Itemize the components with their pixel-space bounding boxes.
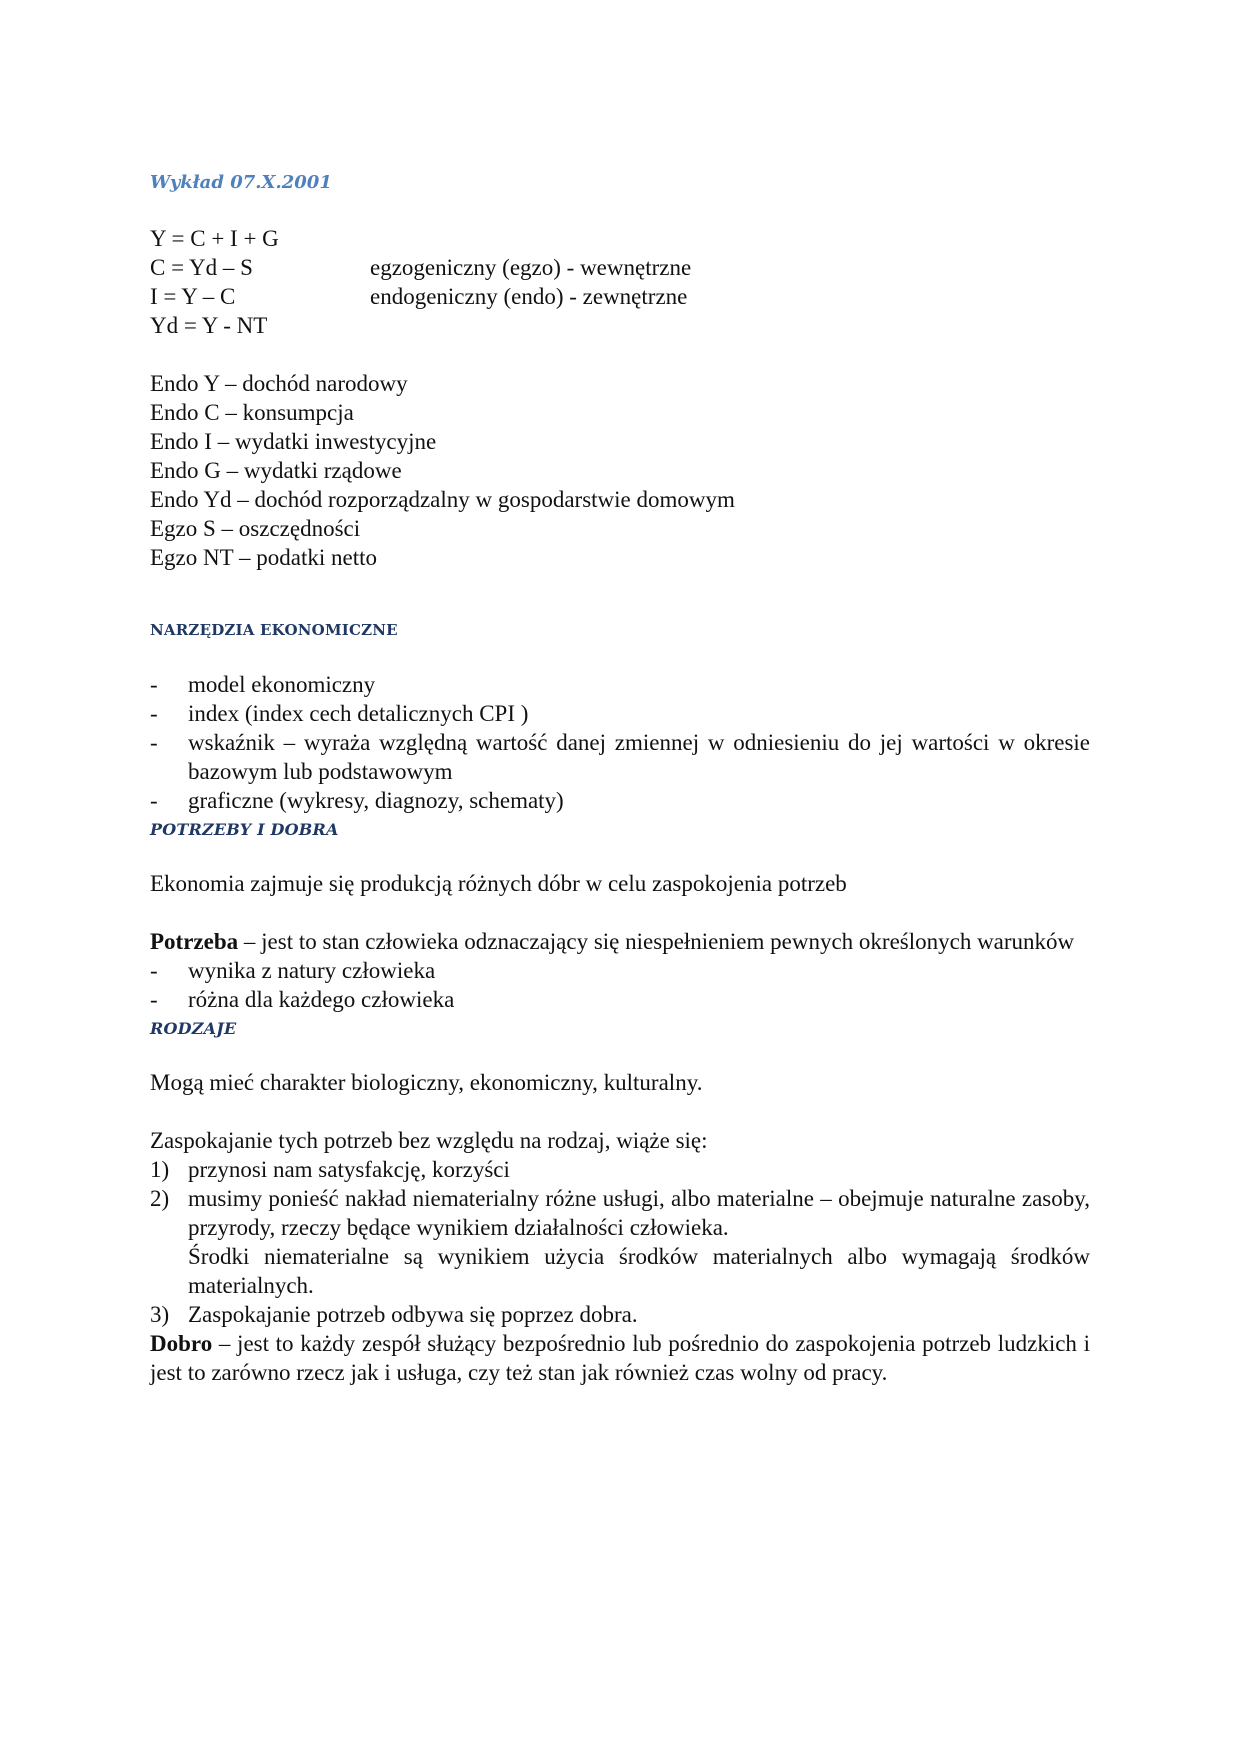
equation: Yd = Y - NT: [150, 313, 268, 338]
list-item: [150, 956, 1090, 985]
list-item: [150, 1155, 1090, 1184]
list-item-text: musimy ponieść nakład niematerialny różne usługi, albo materialne – obejmuje naturalne zasoby, przyrody, rzeczy będące wynikiem działalności człowieka.: [188, 1186, 1090, 1240]
list-item-extra: Środki niematerialne są wynikiem użycia środków materialnych albo wymagają środków materialnych.: [188, 1244, 1090, 1298]
definition-line: Endo C – konsumpcja: [150, 400, 354, 425]
definition-line: Endo I – wydatki inwestycyjne: [150, 429, 437, 454]
list-item-text: index (index cech detalicznych CPI ): [188, 701, 529, 726]
need-traits-list: [150, 956, 1090, 1014]
tools-list: [150, 670, 1090, 815]
list-item-text: wynika z natury człowieka: [188, 958, 436, 983]
list-item-text: graficzne (wykresy, diagnozy, schematy): [188, 788, 564, 813]
need-term: Potrzeba: [150, 929, 239, 954]
list-item: [150, 1184, 1090, 1300]
need-definition: [150, 927, 1090, 956]
lecture-title: Wykład 07.X.2001: [150, 172, 332, 193]
list-item-text: różna dla każdego człowieka: [188, 987, 455, 1012]
list-item-text: przynosi nam satysfakcję, korzyści: [188, 1157, 510, 1182]
definition-line: Endo G – wydatki rządowe: [150, 458, 402, 483]
list-item: [150, 1300, 1090, 1329]
definition-line: Egzo NT – podatki netto: [150, 545, 377, 570]
good-term: Dobro: [150, 1331, 213, 1356]
need-definition-text: – jest to stan człowieka odznaczający się niespełnieniem pewnych określonych warunków: [238, 929, 1075, 954]
section-heading-tools: NARZĘDZIA EKONOMICZNE: [150, 621, 398, 639]
list-item: [150, 699, 1090, 728]
types-text: Mogą mieć charakter biologiczny, ekonomiczny, kulturalny.: [150, 1070, 703, 1095]
list-item: [150, 786, 1090, 815]
document-body: [150, 168, 1090, 1387]
definition-list: [150, 369, 1090, 572]
list-number: 3): [150, 1302, 170, 1327]
list-item-text: Zaspokajanie potrzeb odbywa się poprzez dobra.: [188, 1302, 638, 1327]
types-numbered-list: [150, 1155, 1090, 1329]
list-number: 1): [150, 1157, 170, 1182]
equation-row: [150, 311, 1090, 340]
dash-marker: -: [150, 730, 158, 755]
definition-line: Egzo S – oszczędności: [150, 516, 361, 541]
section-heading-needs: POTRZEBY I DOBRA: [150, 820, 339, 839]
dash-marker: -: [150, 672, 158, 697]
list-item-text: model ekonomiczny: [188, 672, 376, 697]
needs-intro: Ekonomia zajmuje się produkcją różnych dóbr w celu zaspokojenia potrzeb: [150, 871, 847, 896]
equation-row: [150, 253, 1090, 282]
equation-note: endogeniczny (endo) - zewnętrzne: [370, 284, 688, 309]
equation-row: [150, 282, 1090, 311]
list-number: 2): [150, 1186, 170, 1211]
equation: C = Yd – S: [150, 255, 253, 280]
list-item-text: wskaźnik – wyraża względną wartość danej zmiennej w odniesieniu do jej wartości w okresie bazowym lub podstawowym: [188, 730, 1090, 784]
list-item: [150, 670, 1090, 699]
section-heading-types: RODZAJE: [150, 1019, 237, 1038]
list-item: [150, 985, 1090, 1014]
definition-line: Endo Y – dochód narodowy: [150, 371, 408, 396]
equation-note: egzogeniczny (egzo) - wewnętrzne: [370, 255, 692, 280]
list-item-content: [188, 1184, 1090, 1300]
types-lead: Zaspokajanie tych potrzeb bez względu na rodzaj, wiąże się:: [150, 1128, 708, 1153]
good-definition-text: – jest to każdy zespół służący bezpośrednio lub pośrednio do zaspokojenia potrzeb ludzkich i jest to zarówno rzecz jak i usługa, czy też stan jak również czas wolny od pracy.: [150, 1331, 1090, 1385]
dash-marker: -: [150, 788, 158, 813]
good-definition: [150, 1329, 1090, 1387]
equation: I = Y – C: [150, 284, 236, 309]
dash-marker: -: [150, 958, 158, 983]
equation-block: [150, 224, 1090, 340]
equation: Y = C + I + G: [150, 226, 279, 251]
dash-marker: -: [150, 701, 158, 726]
equation-row: [150, 224, 1090, 253]
definition-line: Endo Yd – dochód rozporządzalny w gospodarstwie domowym: [150, 487, 735, 512]
dash-marker: -: [150, 987, 158, 1012]
list-item: [150, 728, 1090, 786]
